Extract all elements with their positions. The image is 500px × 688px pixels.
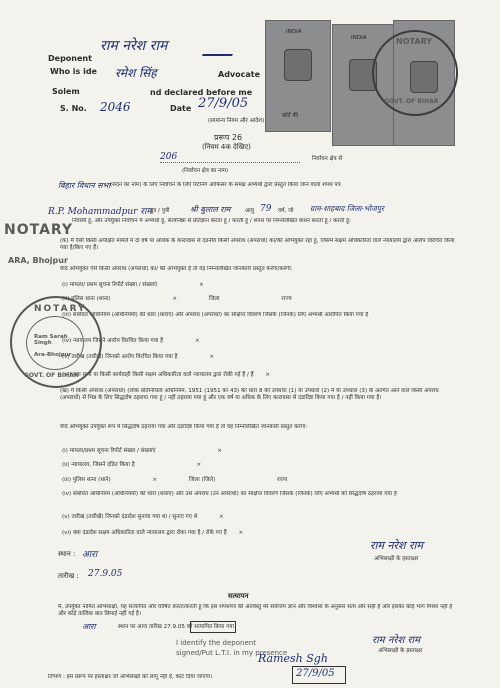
seal-left-bottom-text: GOVT. OF BIHAR — [24, 372, 79, 379]
verification-text: मैं, उपर्युक्त नामित अभिसाक्षी, यह सत्यापित और घोषित करता/करती हूं कि इस शपथपत्र की अंतर्वस्तु मेरे सर्वोत्तम ज्ञान और विश्वास के अनुसार सत्य और सही है और इसका कोई भाग मिथ्या नहीं है और कोई तात्विक बात छिपाई नहीं गई है। — [58, 604, 453, 617]
sno-label: S. No. — [60, 104, 87, 113]
list-item: (iii) संबंधित अधिनियम (अधिनियमों) की धारा (धाराएं) और अपराध (अपराधों) का संक्षिप्त विवरण जिसके (जिनके) लिए अभ्यर्थी आरोपित किया गया है — [62, 312, 369, 318]
list-item: (iii) पुलिस थाना (थाने) × जिला (जिले) राज्य — [62, 477, 288, 483]
advocate-label: Advocate — [218, 70, 261, 79]
list-item: (vi) क्या दंडादेश सक्षम अधिकारिता वाले न्यायालय द्वारा रोका गया है / रोके गए हैं × — [62, 530, 244, 536]
court-fee-stamp-1 — [265, 20, 331, 132]
list-item: (v) तारीख (तारीखें) जिनको आरोप विरचित किया गया है × — [62, 354, 214, 360]
deponent-label: Deponent — [48, 54, 92, 63]
footer-note: टिप्पण : इस प्ररूप पर हस्ताक्षर जो अभिसाक्षी को लागू नहीं है, काट दिया जाएगा। — [48, 674, 213, 680]
deponent-signature-1: राम नरेश राम — [370, 539, 423, 552]
intro-line-2: निवासी हूं, और उपर्युक्त निर्वाचन में अभ्यर्थी हूं, सत्यनिष्ठा से प्रतिज्ञान करता हूं / करती हूं / शपथ पर निम्नलिखित कथन करता हूं / करती हूं: — [72, 218, 351, 224]
list-item: (iv) संबंधित अधिनियम (अधिनियमों) की धारा (धाराएं) और उस अपराध (उन अपराधों) का संक्षिप्त विवरण जिसके (जिनके) लिए अभ्यर्थी को सिद्धदोष ठहराया गया है — [62, 491, 397, 497]
age-label: आयु — [245, 208, 254, 214]
seal-left-place: Ara-Bhojpur — [34, 352, 72, 358]
declared-text: nd declared before me — [150, 88, 253, 97]
stamp-value: कोर्ट फी — [282, 113, 299, 119]
house-name: बिहार विधान सभा — [58, 181, 111, 190]
age-value: 79 — [260, 204, 272, 214]
verification-place: आरा — [82, 622, 96, 631]
rule-caption: (सामान्य नियम और आदेश) — [208, 118, 265, 124]
footer-date: 27/9/05 — [296, 668, 335, 679]
stamp-text: INDIA — [351, 35, 367, 41]
deponent-signature-2: राम नरेश राम — [372, 635, 421, 646]
stamp-emblem-icon — [284, 49, 312, 81]
paragraph-a: (क) मैं ऐसी किसी अपेक्षित मामले में दो वर्ष या अधिक के कारावास से दंडनीय किसी अपराध (अपराधों) का/की अभियुक्त रहा हूं, जिसमें सक्षम अधिकारिता वाले न्यायालय द्वारा आरोप विरचित किया गया है/किए गए हैं। — [60, 238, 455, 251]
date-box-bottom — [292, 666, 346, 684]
list-item: (i) मामला/प्रथम सूचना रिपोर्ट संख्या / संख्याएं × — [62, 448, 222, 454]
father-name: श्री बुलाल राम — [190, 205, 231, 214]
place-value: आरा — [82, 550, 98, 560]
signature-scribble — [202, 40, 238, 56]
list-item: (v) तारीख (तारीखें) जिनको दंडादेश सुनाया गया था / सुनाए गए थे × — [62, 514, 224, 520]
notary-seal-top — [372, 30, 458, 116]
list-item: (i) मामला/ प्रथम सूचना रिपोर्ट संख्या / संख्याएं × — [62, 282, 204, 288]
paragraph-b-intro: यदि अभियुक्त उपर्युक्त रूप में सिद्धदोष ठहराया गया और दंडादिष्ट किया गया है तो वह निम्नलिखित जानकारी प्रस्तुत करेगा: — [60, 424, 308, 430]
list-item: (iv) न्यायालय जिसने आरोप विरचित किया गया है × — [62, 338, 200, 344]
identifier-signature: Ramesh Sgh — [258, 652, 328, 665]
years-label: वर्ष, जो — [278, 208, 294, 214]
date-value: 27/9/05 — [198, 96, 249, 111]
verification-date-box — [190, 621, 236, 633]
place-label: स्थान : — [58, 550, 76, 558]
solemn-label: Solem — [52, 87, 80, 96]
seal-left-top-text: NOTARY — [34, 304, 87, 314]
identify-stamp-line-1: I identify the deponent — [176, 639, 256, 647]
identified-label: Who is ide — [50, 67, 97, 76]
deponent-full-name: R.P. Mohammadpur राम — [48, 207, 152, 217]
list-item: (ii) न्यायालय, जिसने दंडित किया है × — [62, 462, 202, 468]
stamp-text: INDIA — [286, 29, 302, 35]
list-item: (vi) क्या सभी या किसी कार्यवाही किसी सक्षम अधिकारिता वाले न्यायालय द्वारा रोकी गई हैं / हैं × — [62, 372, 271, 378]
notary-seal-left — [10, 296, 102, 388]
notary-side-label: NOTARY — [4, 222, 74, 238]
signature-caption-1: अभिसाक्षी के हस्ताक्षर — [374, 556, 419, 562]
verification-title: सत्यापन — [228, 592, 249, 600]
paragraph-a-intro: यदि अभियुक्त ऐसे किसी अपराध (अपराधों) का/ की अभियुक्त है तो वह निम्नलिखित जानकारी प्रस्तुत करेगा/करेगी: — [60, 266, 293, 272]
constituency-number: 206 — [160, 152, 300, 163]
rule-number: (नियम 4क देखिए) — [202, 143, 251, 151]
address: ग्राम-शाहबाद जिला-भोजपुर — [310, 204, 384, 213]
notary-side-place: ARA, Bhojpur — [8, 256, 68, 265]
intro-line-1: (सदन का नाम) के लिए निर्वाचन के लिए रिटर्निंग आफिसर के समक्ष अभ्यर्थी द्वारा प्रस्तुत किया जाने वाला शपथ पत्र — [110, 182, 341, 188]
date-label: Date — [170, 104, 192, 113]
date-label-2: तारीख : — [58, 572, 79, 580]
constituency-suffix: निर्वाचन क्षेत्र से — [312, 156, 343, 162]
paragraph-b: (ख) मैं किसी अपराध (अपराधों) (लोक प्रतिनिधित्व अधिनियम, 1951 (1951 का 43) की धारा 8 की उपधारा (1) या उपधारा (2) में या उपधारा (3) के अंतर्गत आने वाले किसी अपराध (अपराधों) से भिन्न के लिए सिद्धदोष ठहराया गया हूं / नहीं ठहराया गया हूं और एक वर्ष या अधिक के लिए कारावास से दंडादिष्ट किया गया है / नहीं किया गया है। — [60, 388, 439, 401]
house-caption: (निर्वाचन क्षेत्र का नाम) — [182, 168, 229, 174]
form-number: प्ररूप 26 — [214, 133, 243, 142]
sno-value: 2046 — [100, 100, 131, 114]
seal-bottom-text: GOVT. OF BIHAR — [384, 98, 439, 105]
date-value-2: 27.9.05 — [88, 569, 123, 579]
deponent-name: राम नरेश राम — [100, 38, 168, 54]
identifier-name: रमेश सिंह — [115, 66, 157, 80]
verification-place-date-line: स्थान पर आज तारीख 27.9.05 को सत्यापित किया गया। — [118, 624, 237, 630]
seal-top-text: NOTARY — [396, 37, 433, 46]
son-of-label: पुत्र / पुत्री — [150, 208, 170, 214]
seal-left-name: Ram Sarah Singh — [34, 334, 68, 346]
signature-caption-2: अभिसाक्षी के हस्ताक्षर — [378, 648, 423, 654]
identify-stamp-line-2: signed/Put L.T.I. in my presence — [176, 649, 288, 657]
list-item: (ii) पुलिस थाना (थाना) × जिला राज्य — [62, 296, 292, 302]
